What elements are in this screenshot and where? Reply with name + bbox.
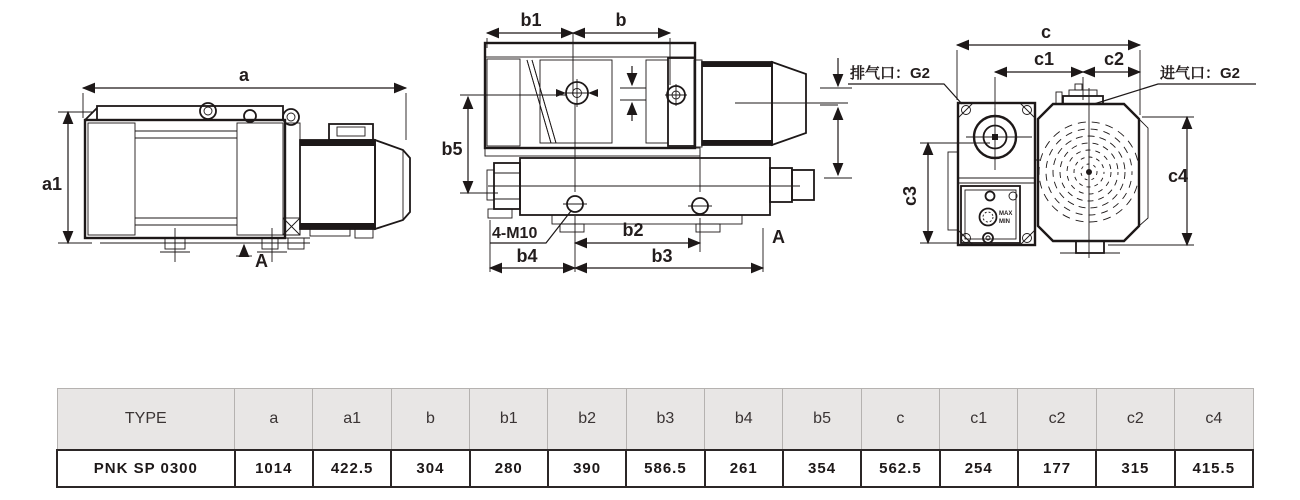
side-view-drawing bbox=[42, 65, 410, 271]
col-header-c4: c4 bbox=[1175, 389, 1253, 451]
dim-b1-label: b1 bbox=[520, 10, 542, 30]
col-header-c1: c1 bbox=[940, 389, 1018, 451]
exhaust-port-label: 排气口：G2 bbox=[850, 65, 931, 82]
dim-b4-label: b4 bbox=[516, 246, 538, 266]
intake-port-label: 进气口：G2 bbox=[1160, 65, 1241, 82]
dim-c-label: c bbox=[1040, 22, 1052, 42]
col-header-a: a bbox=[235, 389, 313, 451]
dim-b3-label: b3 bbox=[651, 246, 673, 266]
col-header-c2: c2 bbox=[1018, 389, 1096, 451]
col-header-b3: b3 bbox=[626, 389, 704, 451]
oil-max-label: MAX bbox=[999, 211, 1013, 217]
dim-c3-label: c3 bbox=[900, 185, 920, 207]
dim-a-label: a bbox=[238, 65, 250, 85]
cell-b3: 586.5 bbox=[626, 450, 704, 487]
cell-type: PNK SP 0300 bbox=[57, 450, 235, 487]
dim-c2-label: c2 bbox=[1103, 49, 1125, 69]
cell-c1: 254 bbox=[940, 450, 1018, 487]
col-header-b4: b4 bbox=[705, 389, 783, 451]
col-header-b2: b2 bbox=[548, 389, 626, 451]
col-header-b1: b1 bbox=[470, 389, 548, 451]
oil-min-label: MIN bbox=[999, 219, 1010, 225]
dimension-table bbox=[56, 388, 1254, 488]
cell-b4: 261 bbox=[705, 450, 783, 487]
dim-a1-label: a1 bbox=[41, 174, 63, 194]
col-header-c2b: c2 bbox=[1096, 389, 1174, 451]
cell-b2: 390 bbox=[548, 450, 626, 487]
cell-c4: 415.5 bbox=[1175, 450, 1253, 487]
dim-b-label: b bbox=[615, 10, 627, 30]
table-row bbox=[57, 450, 1253, 487]
cell-a1: 422.5 bbox=[313, 450, 391, 487]
table-header-row bbox=[57, 389, 1253, 451]
cell-c: 562.5 bbox=[861, 450, 939, 487]
dim-c4-label: c4 bbox=[1167, 166, 1189, 186]
cell-b1: 280 bbox=[470, 450, 548, 487]
bolt-note-label: 4-M10 bbox=[492, 225, 538, 242]
section-a-label-side: A bbox=[255, 251, 268, 271]
top-view-drawing bbox=[441, 10, 852, 272]
cell-a: 1014 bbox=[235, 450, 313, 487]
cell-c2b: 315 bbox=[1096, 450, 1174, 487]
cell-b: 304 bbox=[391, 450, 469, 487]
cell-c2: 177 bbox=[1018, 450, 1096, 487]
end-view-drawing bbox=[848, 22, 1256, 258]
dim-b5-label: b5 bbox=[441, 139, 463, 159]
col-header-c: c bbox=[861, 389, 939, 451]
col-header-a1: a1 bbox=[313, 389, 391, 451]
col-header-b5: b5 bbox=[783, 389, 861, 451]
dim-c1-label: c1 bbox=[1033, 49, 1055, 69]
section-a-label-top: A bbox=[772, 227, 785, 247]
col-header-type: TYPE bbox=[57, 389, 235, 451]
cell-b5: 354 bbox=[783, 450, 861, 487]
col-header-b: b bbox=[391, 389, 469, 451]
dim-b2-label: b2 bbox=[622, 220, 644, 240]
